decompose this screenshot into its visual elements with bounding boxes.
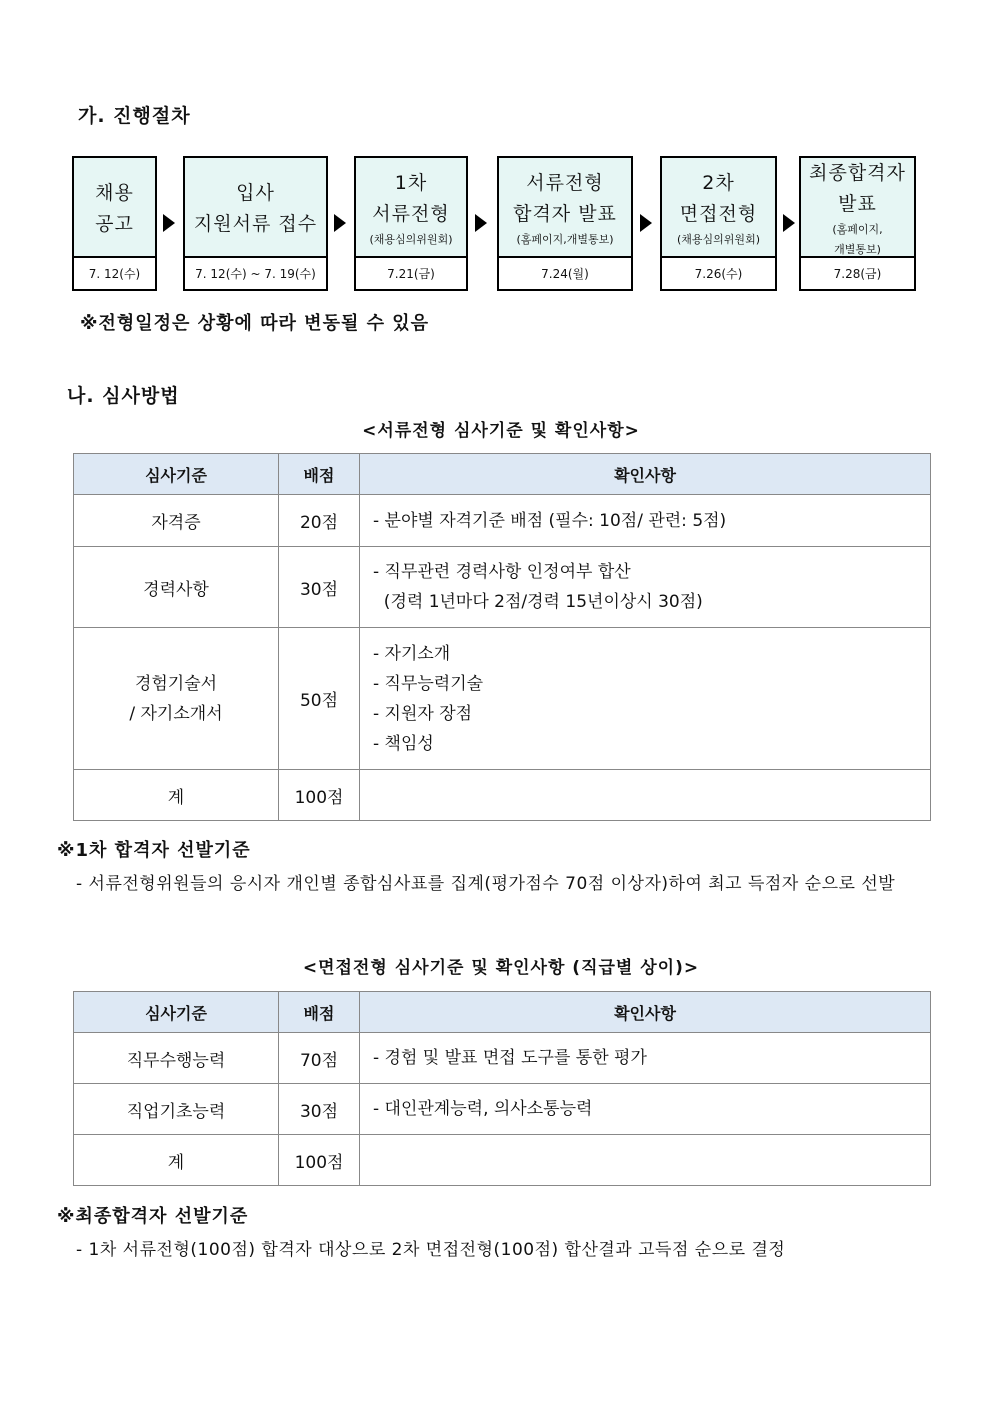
arrow-right-icon bbox=[475, 214, 487, 232]
step-date: 7.26(수) bbox=[662, 256, 775, 289]
score-cell: 100점 bbox=[279, 770, 360, 821]
step-date: 7.28(금) bbox=[801, 256, 914, 289]
section-a-title: 가. 진행절차 bbox=[78, 105, 191, 127]
header-score: 배점 bbox=[279, 992, 360, 1033]
criterion-cell: 계 bbox=[74, 770, 279, 821]
check-items-cell bbox=[360, 628, 931, 770]
criterion-cell: 직무수행능력 bbox=[74, 1033, 279, 1084]
document-screening-table bbox=[73, 453, 931, 821]
check-item: - 지원자 장점 bbox=[373, 703, 473, 724]
step-line: 입사 bbox=[236, 182, 275, 204]
step-line: 합격자 발표 bbox=[513, 203, 617, 225]
step-line: 서류전형 bbox=[372, 203, 450, 225]
process-step-document-screening bbox=[354, 156, 468, 291]
step-line: 공고 bbox=[95, 213, 134, 235]
step-date: 7.24(월) bbox=[499, 256, 631, 289]
header-check-items: 확인사항 bbox=[360, 992, 931, 1033]
step-sub: (홈페이지, bbox=[832, 223, 883, 236]
criterion-cell: 경력사항 bbox=[74, 547, 279, 628]
check-items-cell bbox=[360, 1084, 931, 1135]
process-step-final-announcement bbox=[799, 156, 916, 291]
step-date: 7. 12(수) ~ 7. 19(수) bbox=[185, 256, 326, 289]
interview-screening-table bbox=[73, 991, 931, 1186]
score-cell: 50점 bbox=[279, 628, 360, 770]
step-date: 7.21(금) bbox=[356, 256, 466, 289]
criterion-cell: 계 bbox=[74, 1135, 279, 1186]
step-sub: (채용심의위원회) bbox=[369, 233, 453, 246]
document-table-caption: <서류전형 심사기준 및 확인사항> bbox=[362, 421, 640, 441]
arrow-right-icon bbox=[163, 214, 175, 232]
step-sub: (채용심의위원회) bbox=[677, 233, 760, 246]
check-item: - 자기소개 bbox=[373, 643, 451, 664]
check-items-cell bbox=[360, 1135, 931, 1186]
check-items-cell bbox=[360, 495, 931, 547]
section-b-title: 나. 심사방법 bbox=[67, 385, 180, 407]
check-items-cell bbox=[360, 1033, 931, 1084]
step-line: 발표 bbox=[838, 193, 877, 215]
step-line: 면접전형 bbox=[679, 203, 758, 225]
check-item: - 책임성 bbox=[373, 733, 434, 754]
process-step-interview bbox=[660, 156, 777, 291]
criterion-cell bbox=[74, 628, 279, 770]
final-note-title: ※최종합격자 선발기준 bbox=[57, 1206, 249, 1227]
criterion-line: 경험기술서 bbox=[134, 673, 218, 694]
process-step-document-results bbox=[497, 156, 633, 291]
check-item: - 경험 및 발표 면접 도구를 통한 평가 bbox=[373, 1048, 647, 1068]
step-line: 채용 bbox=[95, 182, 134, 204]
check-items-cell bbox=[360, 770, 931, 821]
table-row-total bbox=[74, 770, 931, 821]
score-cell: 30점 bbox=[279, 547, 360, 628]
table-row bbox=[74, 1033, 931, 1084]
score-cell: 70점 bbox=[279, 1033, 360, 1084]
table-row bbox=[74, 547, 931, 628]
step-line: 지원서류 접수 bbox=[193, 213, 318, 235]
criterion-cell: 직업기초능력 bbox=[74, 1084, 279, 1135]
table-row bbox=[74, 628, 931, 770]
header-check-items: 확인사항 bbox=[360, 454, 931, 495]
arrow-right-icon bbox=[640, 214, 652, 232]
table-row bbox=[74, 495, 931, 547]
step-sub: 개별통보) bbox=[834, 243, 881, 256]
score-cell: 20점 bbox=[279, 495, 360, 547]
step-line: 서류전형 bbox=[526, 172, 604, 194]
step-line: 2차 bbox=[702, 172, 735, 194]
check-item: - 직무관련 경력사항 인정여부 합산 bbox=[373, 562, 631, 582]
header-criterion: 심사기준 bbox=[74, 454, 279, 495]
header-score: 배점 bbox=[279, 454, 360, 495]
process-step-application bbox=[183, 156, 328, 291]
criterion-cell: 자격증 bbox=[74, 495, 279, 547]
interview-table-caption: <면접전형 심사기준 및 확인사항 (직급별 상이)> bbox=[302, 958, 700, 978]
step-sub: (홈페이지,개별통보) bbox=[516, 233, 614, 246]
check-items-cell bbox=[360, 547, 931, 628]
check-item: - 대인관계능력, 의사소통능력 bbox=[373, 1099, 593, 1119]
score-cell: 100점 bbox=[279, 1135, 360, 1186]
first-round-note-title: ※1차 합격자 선발기준 bbox=[57, 840, 251, 861]
step-line: 1차 bbox=[394, 172, 428, 194]
header-criterion: 심사기준 bbox=[74, 992, 279, 1033]
check-item: - 분야별 자격기준 배점 (필수: 10점/ 관련: 5점) bbox=[373, 510, 727, 531]
table-row-total bbox=[74, 1135, 931, 1186]
table-header-row bbox=[74, 454, 931, 495]
first-round-note-text: - 서류전형위원들의 응시자 개인별 종합심사표를 집계(평가점수 70점 이상자)하여 최고 득점자 순으로 선발 bbox=[76, 874, 896, 894]
step-line: 최종합격자 bbox=[809, 162, 906, 184]
score-cell: 30점 bbox=[279, 1084, 360, 1135]
final-note-text: - 1차 서류전형(100점) 합격자 대상으로 2차 면접전형(100점) 합산결과 고득점 순으로 결정 bbox=[76, 1240, 786, 1260]
check-item: (경력 1년마다 2점/경력 15년이상시 30점) bbox=[373, 592, 703, 612]
arrow-right-icon bbox=[334, 214, 346, 232]
check-item: - 직무능력기술 bbox=[373, 673, 484, 694]
process-step-recruitment-notice bbox=[72, 156, 157, 291]
table-row bbox=[74, 1084, 931, 1135]
criterion-line: / 자기소개서 bbox=[129, 703, 223, 724]
schedule-note: ※전형일정은 상황에 따라 변동될 수 있음 bbox=[80, 313, 430, 334]
arrow-right-icon bbox=[783, 214, 795, 232]
step-date: 7. 12(수) bbox=[74, 256, 155, 289]
table-header-row bbox=[74, 992, 931, 1033]
